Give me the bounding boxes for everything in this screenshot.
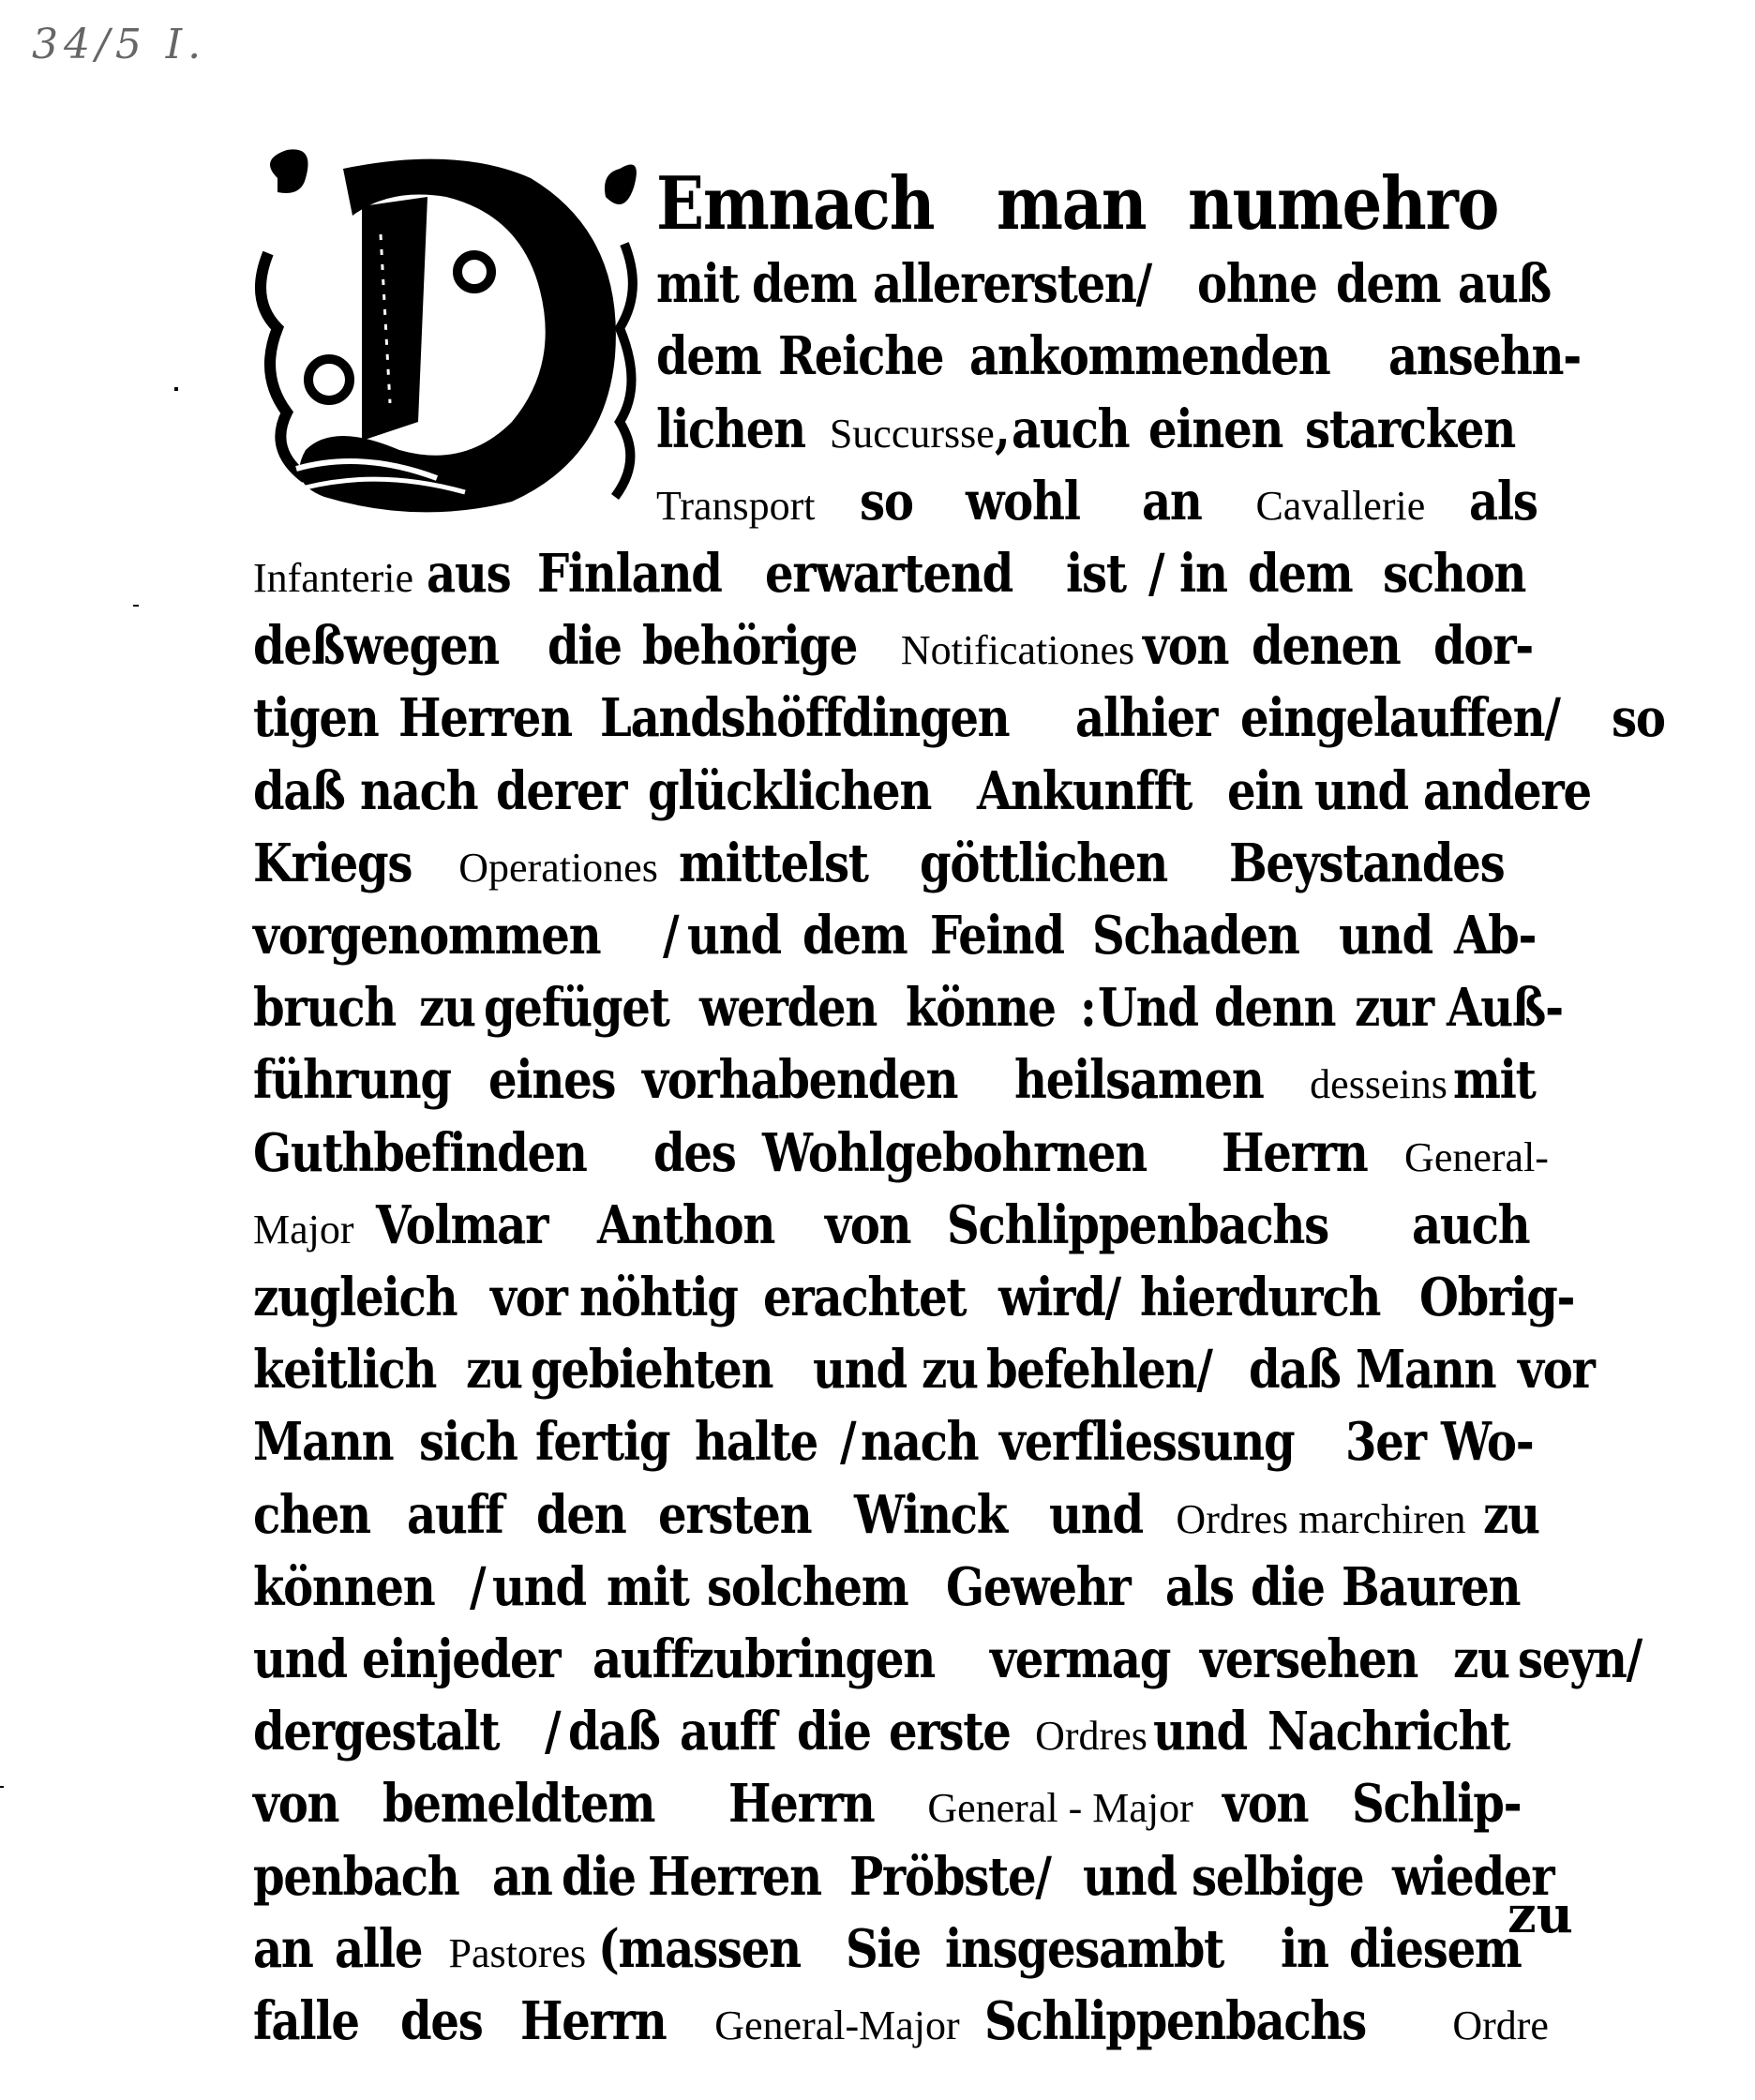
word: ersten xyxy=(658,1484,812,1546)
word: von xyxy=(1143,615,1229,677)
word: diesem xyxy=(1348,1918,1522,1980)
word: Feind xyxy=(929,905,1064,967)
word: Mann xyxy=(1355,1339,1496,1401)
word: erachtet xyxy=(762,1267,967,1328)
margin-speck xyxy=(174,387,178,391)
word: Wohlgebohrnen xyxy=(761,1122,1147,1184)
word: lichen xyxy=(656,398,805,460)
word: Winck xyxy=(854,1484,1007,1546)
word: an xyxy=(492,1846,552,1908)
word: ankommenden xyxy=(969,325,1330,387)
word: auff xyxy=(680,1701,776,1762)
word: Guthbefinden xyxy=(253,1122,587,1184)
word: könne xyxy=(905,977,1056,1039)
word: des xyxy=(400,1990,483,2052)
word: wird/ xyxy=(998,1267,1121,1328)
text-line xyxy=(253,1044,1549,1116)
word: Ankunfft xyxy=(977,760,1192,822)
word: Herrn xyxy=(1222,1122,1368,1184)
word: Nachricht xyxy=(1267,1701,1509,1762)
text-line xyxy=(656,321,1582,392)
word: derer xyxy=(496,760,627,822)
text-line xyxy=(656,466,1549,537)
word: chen xyxy=(253,1484,370,1546)
word: halte xyxy=(694,1411,818,1473)
word: auch xyxy=(1012,398,1130,460)
word: einen xyxy=(1148,398,1283,460)
word: dor- xyxy=(1432,615,1533,677)
word: Emnach xyxy=(656,161,935,247)
word: solchem xyxy=(707,1556,908,1618)
word: die xyxy=(562,1846,637,1908)
word: / xyxy=(663,905,679,967)
margin-speck xyxy=(0,1786,4,1788)
word: nach xyxy=(860,1411,979,1473)
text-line xyxy=(253,1334,1595,1405)
word: ohne xyxy=(1196,253,1317,315)
word: und xyxy=(1152,1701,1247,1762)
word: gefüget xyxy=(484,977,669,1039)
word: 3er xyxy=(1344,1411,1426,1473)
word: und xyxy=(1314,760,1408,822)
word: alhier xyxy=(1075,687,1218,749)
word: numehro xyxy=(1188,161,1499,247)
word: und xyxy=(253,1628,347,1690)
word: auff xyxy=(407,1484,503,1546)
word: auffzubringen xyxy=(592,1628,935,1690)
word: zu xyxy=(921,1339,978,1401)
word: andere xyxy=(1423,760,1591,822)
text-line xyxy=(253,1913,1549,1985)
word: bemeldtem xyxy=(382,1773,654,1835)
latin-word: Pastores xyxy=(448,1930,587,1976)
word: seyn/ xyxy=(1518,1628,1642,1690)
word: Herren xyxy=(647,1846,821,1908)
word: daß xyxy=(567,1701,660,1762)
word: und xyxy=(492,1556,586,1618)
text-line xyxy=(253,1406,1549,1478)
latin-word: Ordre xyxy=(1452,2002,1549,2048)
latin-word: Transport xyxy=(656,483,816,529)
word: ansehn- xyxy=(1388,325,1582,387)
word: Anthon xyxy=(597,1194,775,1256)
word: schon xyxy=(1383,543,1526,605)
word: zur xyxy=(1355,977,1434,1039)
word: führung xyxy=(253,1049,451,1111)
word: werden xyxy=(698,977,878,1039)
word: hierdurch xyxy=(1140,1267,1381,1328)
word: nach xyxy=(359,760,477,822)
word: so xyxy=(859,471,913,532)
text-line xyxy=(253,682,1665,754)
latin-word: Ordres xyxy=(1035,1713,1148,1759)
word: / xyxy=(469,1556,485,1618)
word: Mann xyxy=(253,1411,394,1473)
word: als xyxy=(1165,1556,1235,1618)
word: / xyxy=(1148,543,1164,605)
word: mittelst xyxy=(679,832,869,894)
word: dem xyxy=(1248,543,1353,605)
word: ist xyxy=(1066,543,1126,605)
word: an xyxy=(253,1918,313,1980)
word: verfliessung xyxy=(999,1411,1295,1473)
word: daß xyxy=(1249,1339,1341,1401)
word: Obrig- xyxy=(1419,1267,1575,1328)
word: penbach xyxy=(253,1846,459,1908)
word: die xyxy=(797,1701,871,1762)
word: von xyxy=(1222,1773,1309,1835)
word: versehen xyxy=(1199,1628,1418,1690)
word: deßwegen xyxy=(253,615,500,677)
word: glücklichen xyxy=(648,760,932,822)
word: bruch xyxy=(253,977,396,1039)
text-line xyxy=(253,1118,1549,1189)
word: die xyxy=(548,615,622,677)
word: ein xyxy=(1226,760,1303,822)
word: man xyxy=(997,161,1147,247)
word: Volmar xyxy=(375,1194,548,1256)
word: / xyxy=(839,1411,856,1473)
word: und xyxy=(812,1339,907,1401)
word: zugleich xyxy=(253,1267,458,1328)
word: so xyxy=(1612,687,1665,749)
word: vor xyxy=(489,1267,567,1328)
word: Finland xyxy=(537,543,722,605)
text-line xyxy=(253,900,1549,971)
word: in xyxy=(1281,1918,1329,1980)
word: allerersten/ xyxy=(873,253,1152,315)
word: Herrn xyxy=(520,1990,667,2052)
word: Landshöffdingen xyxy=(600,687,1010,749)
word: , xyxy=(994,398,1010,460)
text-line xyxy=(253,1262,1575,1333)
latin-word: Major xyxy=(253,1207,354,1252)
latin-word: Cavallerie xyxy=(1255,483,1426,529)
text-line xyxy=(253,1624,1642,1695)
latin-word: General-Major xyxy=(714,2002,960,2048)
word: tigen xyxy=(253,687,379,749)
word: zu xyxy=(418,977,475,1039)
word: als xyxy=(1469,471,1538,532)
word: vermag xyxy=(990,1628,1171,1690)
latin-word: Ordres marchiren xyxy=(1176,1496,1466,1542)
word: erste xyxy=(888,1701,1011,1762)
word: (massen xyxy=(598,1918,802,1980)
word: insgesambt xyxy=(945,1918,1224,1980)
word: göttlichen xyxy=(920,832,1168,894)
word: den xyxy=(536,1484,626,1546)
word: denen xyxy=(1251,615,1401,677)
word: Und xyxy=(1097,977,1198,1039)
latin-word: Succursse xyxy=(829,411,995,457)
word: selbige xyxy=(1192,1846,1364,1908)
word: wohl xyxy=(965,471,1080,532)
word: und xyxy=(1049,1484,1144,1546)
text-line xyxy=(253,1841,1553,1912)
word: dem xyxy=(802,905,908,967)
word: dergestalt xyxy=(253,1701,500,1762)
word: des xyxy=(653,1122,736,1184)
word: / xyxy=(544,1701,561,1762)
word: Schlippenbachs xyxy=(946,1194,1328,1256)
word: können xyxy=(253,1556,435,1618)
word: mit xyxy=(1453,1049,1536,1111)
word: Beystandes xyxy=(1228,832,1505,894)
latin-word: General - Major xyxy=(927,1785,1193,1831)
word: Schlip- xyxy=(1352,1773,1522,1835)
latin-word: desseins xyxy=(1310,1061,1448,1107)
word: Pröbste/ xyxy=(848,1846,1051,1908)
latin-word: Operationes xyxy=(458,845,658,891)
latin-word: Infanterie xyxy=(253,555,413,601)
word: fertig xyxy=(535,1411,670,1473)
word: dem xyxy=(751,253,857,315)
decorated-initial-d-icon xyxy=(249,141,643,520)
word: sich xyxy=(418,1411,518,1473)
word: : xyxy=(1079,977,1096,1039)
word: vorhabenden xyxy=(641,1049,958,1111)
text-line xyxy=(253,1986,1549,2057)
word: dem xyxy=(1336,253,1441,315)
text-line xyxy=(253,610,1549,682)
word: aus xyxy=(427,543,511,605)
text-line xyxy=(253,972,1563,1043)
text-line xyxy=(253,1190,1549,1261)
word: Auß- xyxy=(1446,977,1563,1039)
word: und xyxy=(1338,905,1432,967)
handwritten-shelfmark: 34/5 I. xyxy=(32,21,207,68)
word: erwartend xyxy=(764,543,1012,605)
word: Reiche xyxy=(777,325,943,387)
text-line xyxy=(253,756,1591,827)
word: mit xyxy=(656,253,739,315)
word: die xyxy=(1250,1556,1325,1618)
word: zu xyxy=(465,1339,522,1401)
word: und xyxy=(1083,1846,1178,1908)
margin-speck xyxy=(133,605,139,607)
text-line xyxy=(656,248,1549,320)
word: eines xyxy=(488,1049,616,1111)
word: heilsamen xyxy=(1014,1049,1264,1111)
word: Herren xyxy=(398,687,572,749)
text-line xyxy=(253,1479,1549,1551)
word: Schlippenbachs xyxy=(983,1990,1366,2052)
text-line xyxy=(253,1552,1549,1623)
word: keitlich xyxy=(253,1339,437,1401)
word: behörige xyxy=(642,615,858,677)
word: daß xyxy=(253,760,345,822)
text-line xyxy=(253,1768,1549,1839)
word: gebiehten xyxy=(531,1339,773,1401)
word: von xyxy=(253,1773,339,1835)
word: auß xyxy=(1457,253,1551,315)
word: Ab- xyxy=(1453,905,1536,967)
word: Gewehr xyxy=(946,1556,1131,1618)
word: dem xyxy=(656,325,761,387)
word: Wo- xyxy=(1441,1411,1534,1473)
word: auch xyxy=(1412,1194,1530,1256)
word: Herrn xyxy=(728,1773,875,1835)
word: zu xyxy=(1452,1628,1509,1690)
word: und xyxy=(686,905,781,967)
text-line xyxy=(253,538,1549,609)
word: Bauren xyxy=(1341,1556,1521,1618)
word: denn xyxy=(1213,977,1336,1039)
word: eingelauffen/ xyxy=(1240,687,1560,749)
word: zu xyxy=(1483,1484,1540,1546)
word: Kriegs xyxy=(253,832,412,894)
word: vor xyxy=(1518,1339,1595,1401)
latin-word: General- xyxy=(1404,1134,1549,1180)
word: vorgenommen xyxy=(253,905,601,967)
catchword: zu xyxy=(1508,1884,1573,1944)
word: Sie xyxy=(846,1918,922,1980)
word: mit xyxy=(606,1556,689,1618)
text-line xyxy=(253,1696,1549,1767)
word: Schaden xyxy=(1091,905,1299,967)
word: starcken xyxy=(1304,398,1515,460)
latin-word: Notificationes xyxy=(900,627,1135,673)
word: befehlen/ xyxy=(986,1339,1212,1401)
word: in xyxy=(1179,543,1228,605)
text-line xyxy=(656,394,1549,465)
word: wieder xyxy=(1391,1846,1553,1908)
word: einjeder xyxy=(362,1628,561,1690)
word: nöhtig xyxy=(578,1267,738,1328)
word: falle xyxy=(253,1990,359,2052)
word: an xyxy=(1142,471,1202,532)
word: von xyxy=(825,1194,911,1256)
word: alle xyxy=(335,1918,423,1980)
text-line xyxy=(253,828,1549,899)
text-line xyxy=(656,161,1549,247)
